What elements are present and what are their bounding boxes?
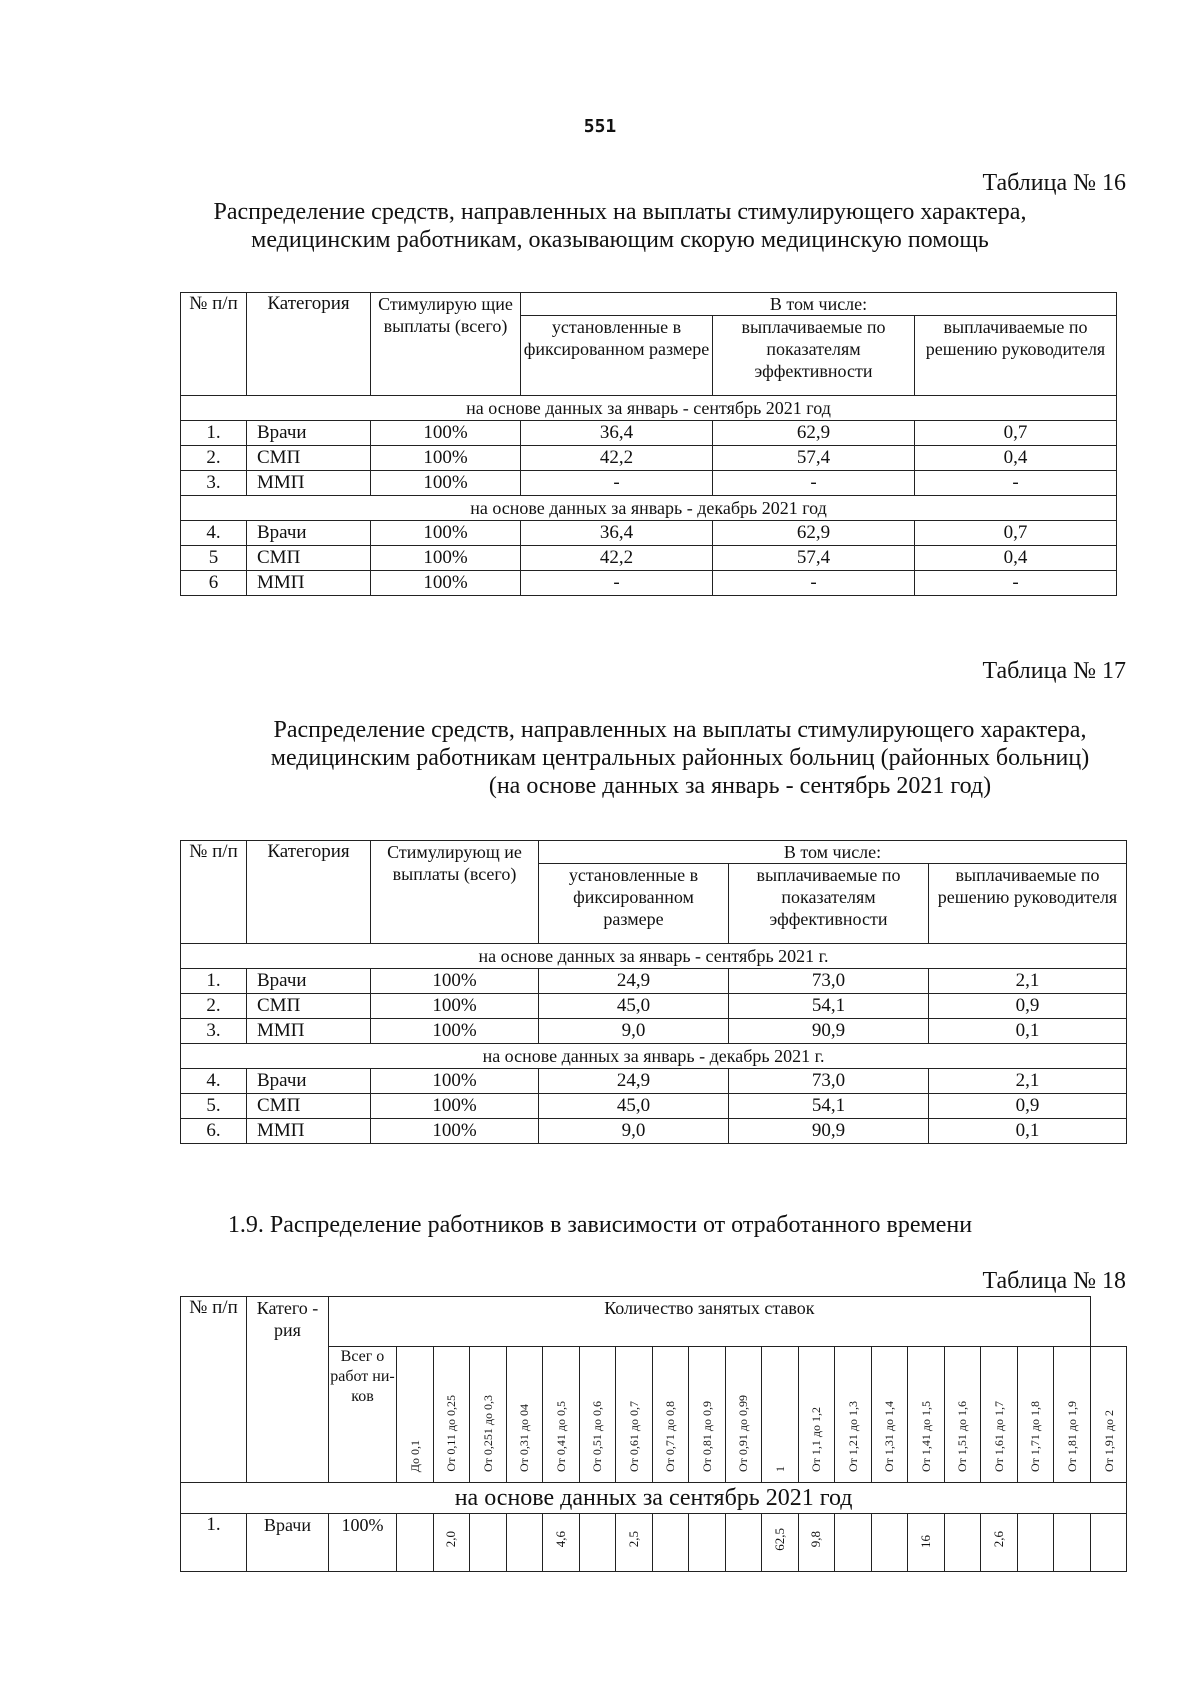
t18-header-category: Катего - рия: [247, 1297, 329, 1483]
t18-col-label: От 0,251 до 0,3: [480, 1394, 495, 1472]
t18-col-label: От 0,91 до 0,99: [736, 1394, 751, 1472]
cell: [944, 1514, 981, 1572]
cell: -: [915, 471, 1117, 496]
cell-value: 62,5: [771, 1528, 787, 1551]
t18-col-header: [543, 1347, 580, 1483]
cell: Врачи: [247, 969, 371, 994]
cell: 1.: [181, 969, 247, 994]
table-17-label: Таблица № 17: [982, 658, 1126, 684]
cell: 42,2: [521, 446, 713, 471]
cell: ММП: [247, 1019, 371, 1044]
cell-value: 2,0: [443, 1531, 459, 1548]
cell: 100%: [371, 546, 521, 571]
table-row: [181, 1514, 1127, 1572]
cell: 100%: [371, 471, 521, 496]
t18-col-header: [981, 1347, 1018, 1483]
cell: 24,9: [539, 1069, 729, 1094]
cell: 9,0: [539, 1019, 729, 1044]
cell: СМП: [247, 546, 371, 571]
cell: 100%: [371, 994, 539, 1019]
cell-value: 16: [917, 1534, 933, 1548]
t18-col-header: [762, 1347, 799, 1483]
table-row: [181, 1094, 1127, 1119]
t18-header-count: Количество занятых ставок: [329, 1297, 1091, 1347]
cell: [871, 1514, 908, 1572]
t18-col-label: От 0,81 до 0,9: [699, 1400, 714, 1472]
t16-section1: на основе данных за январь - сентябрь 2021 год: [181, 396, 1117, 421]
t17-section2: на основе данных за январь - декабрь 2021 г.: [181, 1044, 1127, 1069]
cell: 0,4: [915, 546, 1117, 571]
cell-value: 2,5: [625, 1531, 641, 1548]
cell: Врачи: [247, 521, 371, 546]
table-16: [180, 292, 1117, 596]
cell: СМП: [247, 446, 371, 471]
t18-col-label: От 0,61 до 0,7: [626, 1400, 641, 1472]
t18-col-label: До 0,1: [407, 1439, 422, 1472]
cell: [579, 1514, 616, 1572]
cell: Врачи: [247, 1069, 371, 1094]
t18-col-label: 1: [772, 1466, 787, 1472]
t18-col-label: От 1,51 до 1,6: [955, 1400, 970, 1472]
t17-header-manager: выплачиваемые по решению руководителя: [929, 864, 1127, 944]
cell: [616, 1514, 653, 1572]
t18-col-header: [470, 1347, 507, 1483]
cell: [798, 1514, 835, 1572]
t18-col-label: От 0,31 до 04: [517, 1403, 532, 1472]
t18-col-header: [1090, 1347, 1127, 1483]
cell: [506, 1514, 543, 1572]
t18-col-header: [1017, 1347, 1054, 1483]
table-row: [181, 969, 1127, 994]
table-17-title: [160, 716, 1120, 800]
table-row: [181, 1069, 1127, 1094]
cell: 0,7: [915, 421, 1117, 446]
t17-header-fixed: установленные в фиксированном размере: [539, 864, 729, 944]
cell: 0,7: [915, 521, 1117, 546]
cell: 90,9: [729, 1019, 929, 1044]
table-row: [181, 546, 1117, 571]
cell: 100%: [371, 521, 521, 546]
t18-col-header: [506, 1347, 543, 1483]
t17-header-category: Категория: [247, 841, 371, 944]
t18-col-header: [397, 1347, 434, 1483]
cell: 2.: [181, 994, 247, 1019]
t18-col-header: [944, 1347, 981, 1483]
cell: 100%: [371, 1069, 539, 1094]
t18-col-label: От 1,41 до 1,5: [918, 1400, 933, 1472]
t18-col-label: От 1,31 до 1,4: [882, 1400, 897, 1472]
cell: -: [915, 571, 1117, 596]
cell: 62,9: [713, 521, 915, 546]
table-18-label: Таблица № 18: [982, 1268, 1126, 1294]
cell: 0,9: [929, 1094, 1127, 1119]
t18-col-header: [689, 1347, 726, 1483]
t18-col-label: От 0,11 до 0,25: [444, 1395, 459, 1472]
cell: 6.: [181, 1119, 247, 1144]
cell: [762, 1514, 799, 1572]
cell: Врачи: [247, 421, 371, 446]
cell: 73,0: [729, 1069, 929, 1094]
t18-header-num: № п/п: [181, 1297, 247, 1483]
cell: 36,4: [521, 421, 713, 446]
t16-header-fixed: установленные в фиксированном размере: [521, 316, 713, 396]
t18-col-label: От 1,21 до 1,3: [845, 1400, 860, 1472]
t18-col-header: [798, 1347, 835, 1483]
table-row: [181, 421, 1117, 446]
cell: 100%: [371, 571, 521, 596]
cell: 100%: [371, 1119, 539, 1144]
t16-header-including: В том числе:: [521, 293, 1117, 316]
cell: [543, 1514, 580, 1572]
t18-col-header: [871, 1347, 908, 1483]
table-row: [181, 1019, 1127, 1044]
cell: 90,9: [729, 1119, 929, 1144]
cell: 100%: [371, 1094, 539, 1119]
cell: Врачи: [247, 1514, 329, 1572]
cell: [652, 1514, 689, 1572]
cell: 4.: [181, 1069, 247, 1094]
table-17-title-line3: (на основе данных за январь - сентябрь 2021 год): [488, 773, 992, 799]
t18-col-header: [1054, 1347, 1091, 1483]
t18-col-header: [725, 1347, 762, 1483]
t18-col-label: От 0,41 до 0,5: [553, 1400, 568, 1472]
cell: 3.: [181, 471, 247, 496]
cell: -: [521, 471, 713, 496]
cell: 45,0: [539, 1094, 729, 1119]
cell: [1054, 1514, 1091, 1572]
cell: 5.: [181, 1094, 247, 1119]
t16-header-manager: выплачиваемые по решению руководителя: [915, 316, 1117, 396]
cell: [835, 1514, 872, 1572]
cell: 100%: [371, 969, 539, 994]
table-17-title-line2: медицинским работникам центральных районных больниц (районных больниц): [270, 745, 1090, 771]
cell: [470, 1514, 507, 1572]
cell: [981, 1514, 1018, 1572]
t18-col-header: [908, 1347, 945, 1483]
cell: [397, 1514, 434, 1572]
cell: 100%: [371, 446, 521, 471]
cell: 57,4: [713, 546, 915, 571]
t18-col-label: От 1,61 до 1,7: [991, 1400, 1006, 1472]
table-row: [181, 571, 1117, 596]
cell: 1.: [181, 421, 247, 446]
cell: 57,4: [713, 446, 915, 471]
t18-col-label: От 1,81 до 1,9: [1064, 1400, 1079, 1472]
table-16-label: Таблица № 16: [982, 170, 1126, 196]
cell: [689, 1514, 726, 1572]
cell: 3.: [181, 1019, 247, 1044]
cell: 73,0: [729, 969, 929, 994]
cell: 100%: [371, 1019, 539, 1044]
t18-col-label: От 0,51 до 0,6: [590, 1400, 605, 1472]
cell: 0,1: [929, 1019, 1127, 1044]
cell: 0,9: [929, 994, 1127, 1019]
cell: 6: [181, 571, 247, 596]
cell: 45,0: [539, 994, 729, 1019]
t18-col-header: [835, 1347, 872, 1483]
table-row: [181, 471, 1117, 496]
t17-section1: на основе данных за январь - сентябрь 2021 г.: [181, 944, 1127, 969]
cell: 5: [181, 546, 247, 571]
cell: 54,1: [729, 994, 929, 1019]
cell: СМП: [247, 1094, 371, 1119]
t17-header-including: В том числе:: [539, 841, 1127, 864]
table-row: [181, 446, 1117, 471]
cell: 24,9: [539, 969, 729, 994]
t16-header-num: № п/п: [181, 293, 247, 396]
t18-col-header: [433, 1347, 470, 1483]
cell-value: 9,8: [808, 1531, 824, 1548]
table-16-title: [160, 198, 1080, 254]
t18-col-label: От 1,91 до 2: [1101, 1409, 1116, 1472]
cell: 62,9: [713, 421, 915, 446]
cell: 54,1: [729, 1094, 929, 1119]
t16-header-category: Категория: [247, 293, 371, 396]
cell: 100%: [371, 421, 521, 446]
t16-section2: на основе данных за январь - декабрь 2021 год: [181, 496, 1117, 521]
cell: [1090, 1514, 1127, 1572]
cell: 4.: [181, 521, 247, 546]
cell: 9,0: [539, 1119, 729, 1144]
t17-header-efficiency: выплачиваемые по показателям эффективности: [729, 864, 929, 944]
cell-value: 4,6: [552, 1531, 568, 1548]
t17-header-num: № п/п: [181, 841, 247, 944]
cell: 2,1: [929, 1069, 1127, 1094]
t18-header-total: Всег о работ ни- ков: [329, 1347, 397, 1483]
cell-value: 2,6: [990, 1531, 1006, 1548]
cell: [1017, 1514, 1054, 1572]
cell: ММП: [247, 571, 371, 596]
t18-col-header: [652, 1347, 689, 1483]
t18-col-label: От 1,71 до 1,8: [1028, 1400, 1043, 1472]
cell: [433, 1514, 470, 1572]
table-18: [180, 1296, 1127, 1572]
section-heading: 1.9. Распределение работников в зависимости от отработанного времени: [227, 1212, 973, 1238]
table-16-title-line2: медицинским работникам, оказывающим скорую медицинскую помощь: [251, 227, 989, 253]
table-row: [181, 994, 1127, 1019]
table-row: [181, 521, 1117, 546]
t17-header-stim: Стимулирующ ие выплаты (всего): [371, 841, 539, 944]
cell: ММП: [247, 471, 371, 496]
table-16-title-line1: Распределение средств, направленных на выплаты стимулирующего характера,: [213, 199, 1027, 225]
table-17: [180, 840, 1127, 1144]
cell: -: [521, 571, 713, 596]
cell: 36,4: [521, 521, 713, 546]
t18-col-header: [616, 1347, 653, 1483]
cell: -: [713, 571, 915, 596]
cell: [908, 1514, 945, 1572]
cell: 1.: [181, 1514, 247, 1572]
cell: -: [713, 471, 915, 496]
cell: 100%: [329, 1514, 397, 1572]
t18-col-label: От 0,71 до 0,8: [663, 1400, 678, 1472]
cell: 0,4: [915, 446, 1117, 471]
table-17-title-line1: Распределение средств, направленных на выплаты стимулирующего характера,: [273, 717, 1087, 743]
page-number: 551: [583, 116, 617, 137]
cell: 2,1: [929, 969, 1127, 994]
t18-col-label: От 1,1 до 1,2: [809, 1406, 824, 1472]
cell: ММП: [247, 1119, 371, 1144]
t18-section1: на основе данных за сентябрь 2021 год: [181, 1483, 1127, 1514]
t16-header-stim: Стимулирую щие выплаты (всего): [371, 293, 521, 396]
cell: 42,2: [521, 546, 713, 571]
cell: 0,1: [929, 1119, 1127, 1144]
cell: СМП: [247, 994, 371, 1019]
table-row: [181, 1119, 1127, 1144]
t18-col-header: [579, 1347, 616, 1483]
cell: [725, 1514, 762, 1572]
t16-header-efficiency: выплачиваемые по показателям эффективности: [713, 316, 915, 396]
cell: 2.: [181, 446, 247, 471]
